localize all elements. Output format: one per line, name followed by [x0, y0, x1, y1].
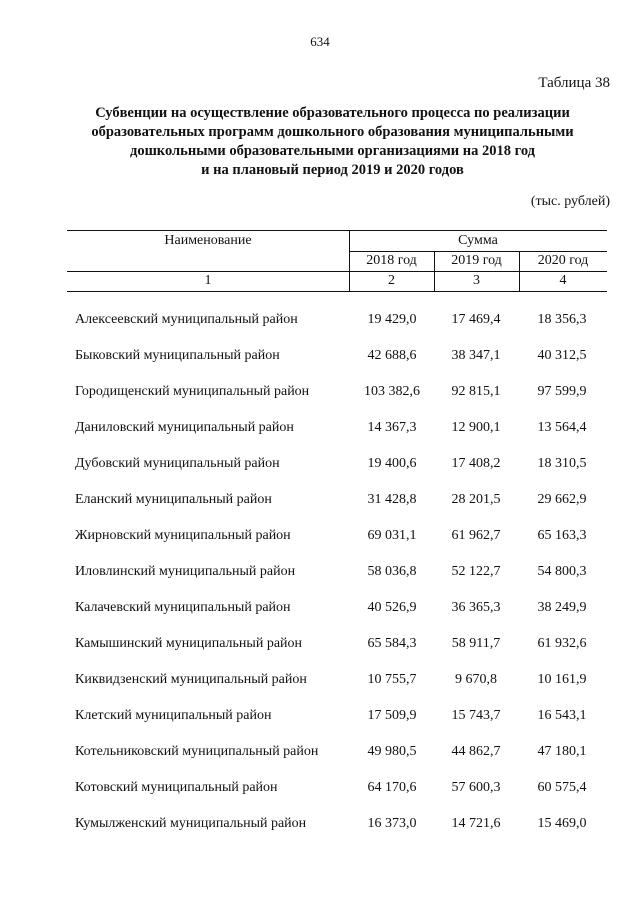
value-2018: 69 031,1 — [367, 528, 417, 543]
value-2020: 40 312,5 — [537, 348, 587, 363]
value-2018: 19 400,6 — [367, 456, 417, 471]
value-2018: 42 688,6 — [367, 348, 417, 363]
value-2019: 9 670,8 — [455, 672, 497, 687]
units-label: (тыс. рублей) — [530, 194, 610, 209]
sum-rule — [349, 251, 607, 252]
district-name: Клетский муниципальный район — [75, 708, 272, 723]
table-row — [67, 492, 607, 516]
header-name: Наименование — [164, 233, 252, 248]
table-row — [67, 672, 607, 696]
value-2019: 44 862,7 — [451, 744, 501, 759]
header-sum: Сумма — [458, 233, 498, 248]
value-2020: 10 161,9 — [537, 672, 587, 687]
value-2019: 14 721,6 — [451, 816, 501, 831]
value-2019: 57 600,3 — [451, 780, 501, 795]
district-name: Котовский муниципальный район — [75, 780, 278, 795]
district-name: Калачевский муниципальный район — [75, 600, 291, 615]
value-2019: 38 347,1 — [451, 348, 501, 363]
district-name: Жирновский муниципальный район — [75, 528, 291, 543]
value-2020: 16 543,1 — [537, 708, 587, 723]
table-row — [67, 456, 607, 480]
value-2020: 97 599,9 — [537, 384, 587, 399]
district-name: Котельниковский муниципальный район — [75, 744, 319, 759]
header-year-2020: 2020 год — [537, 253, 589, 268]
table-row — [67, 528, 607, 552]
value-2018: 31 428,8 — [367, 492, 417, 507]
district-name: Еланский муниципальный район — [75, 492, 272, 507]
value-2018: 103 382,6 — [364, 384, 420, 399]
value-2020: 29 662,9 — [537, 492, 587, 507]
value-2018: 58 036,8 — [367, 564, 417, 579]
table-row — [67, 708, 607, 732]
value-2020: 47 180,1 — [537, 744, 587, 759]
district-name: Киквидзенский муниципальный район — [75, 672, 307, 687]
value-2020: 38 249,9 — [537, 600, 587, 615]
col-number: 2 — [388, 273, 395, 288]
value-2020: 13 564,4 — [537, 420, 587, 435]
value-2019: 28 201,5 — [451, 492, 501, 507]
value-2018: 40 526,9 — [367, 600, 417, 615]
table-label: Таблица 38 — [538, 75, 610, 91]
table-row — [67, 744, 607, 768]
value-2020: 61 932,6 — [537, 636, 587, 651]
value-2018: 49 980,5 — [367, 744, 417, 759]
title-line: Субвенции на осуществление образовательного процесса по реализации — [95, 105, 570, 121]
value-2019: 12 900,1 — [451, 420, 501, 435]
page-number: 634 — [310, 34, 330, 49]
title-line: и на плановый период 2019 и 2020 годов — [201, 162, 464, 178]
value-2020: 65 163,3 — [537, 528, 587, 543]
table-row — [67, 780, 607, 804]
table-row — [67, 312, 607, 336]
value-2020: 18 310,5 — [537, 456, 587, 471]
value-2020: 18 356,3 — [537, 312, 587, 327]
value-2018: 16 373,0 — [367, 816, 417, 831]
value-2018: 10 755,7 — [367, 672, 417, 687]
value-2018: 64 170,6 — [367, 780, 417, 795]
table-row — [67, 384, 607, 408]
table-row — [67, 600, 607, 624]
value-2019: 17 408,2 — [451, 456, 501, 471]
value-2019: 15 743,7 — [451, 708, 501, 723]
document-title — [60, 104, 605, 180]
value-2018: 65 584,3 — [367, 636, 417, 651]
value-2019: 36 365,3 — [451, 600, 501, 615]
district-name: Быковский муниципальный район — [75, 348, 280, 363]
title-line: образовательных программ дошкольного образования муниципальными — [91, 124, 574, 140]
value-2020: 15 469,0 — [537, 816, 587, 831]
col-number: 4 — [559, 273, 567, 288]
header-top-rule — [67, 230, 607, 231]
title-line: дошкольными образовательными организациями на 2018 год — [129, 143, 536, 159]
district-name: Камышинский муниципальный район — [75, 636, 303, 651]
district-name: Даниловский муниципальный район — [75, 420, 294, 435]
value-2019: 92 815,1 — [451, 384, 501, 399]
header-mid-rule — [67, 271, 607, 272]
header-bottom-rule — [67, 291, 607, 292]
district-name: Дубовский муниципальный район — [75, 456, 280, 471]
header-year-2019: 2019 год — [451, 253, 502, 268]
value-2020: 60 575,4 — [537, 780, 587, 795]
table-row — [67, 564, 607, 588]
district-name: Иловлинский муниципальный район — [75, 564, 296, 579]
value-2019: 61 962,7 — [451, 528, 501, 543]
value-2018: 19 429,0 — [367, 312, 417, 327]
table-row — [67, 816, 607, 840]
value-2020: 54 800,3 — [537, 564, 587, 579]
table-row — [67, 420, 607, 444]
col-number: 3 — [473, 273, 480, 288]
value-2019: 17 469,4 — [451, 312, 501, 327]
value-2019: 52 122,7 — [451, 564, 501, 579]
district-name: Алексеевский муниципальный район — [75, 312, 298, 327]
value-2018: 14 367,3 — [367, 420, 417, 435]
table-row — [67, 348, 607, 372]
header-year-2018: 2018 год — [366, 253, 417, 268]
col-number: 1 — [204, 273, 212, 288]
district-name: Кумылженский муниципальный район — [75, 816, 307, 831]
table-row — [67, 636, 607, 660]
district-name: Городищенский муниципальный район — [75, 384, 310, 399]
value-2019: 58 911,7 — [451, 636, 501, 651]
value-2018: 17 509,9 — [367, 708, 417, 723]
